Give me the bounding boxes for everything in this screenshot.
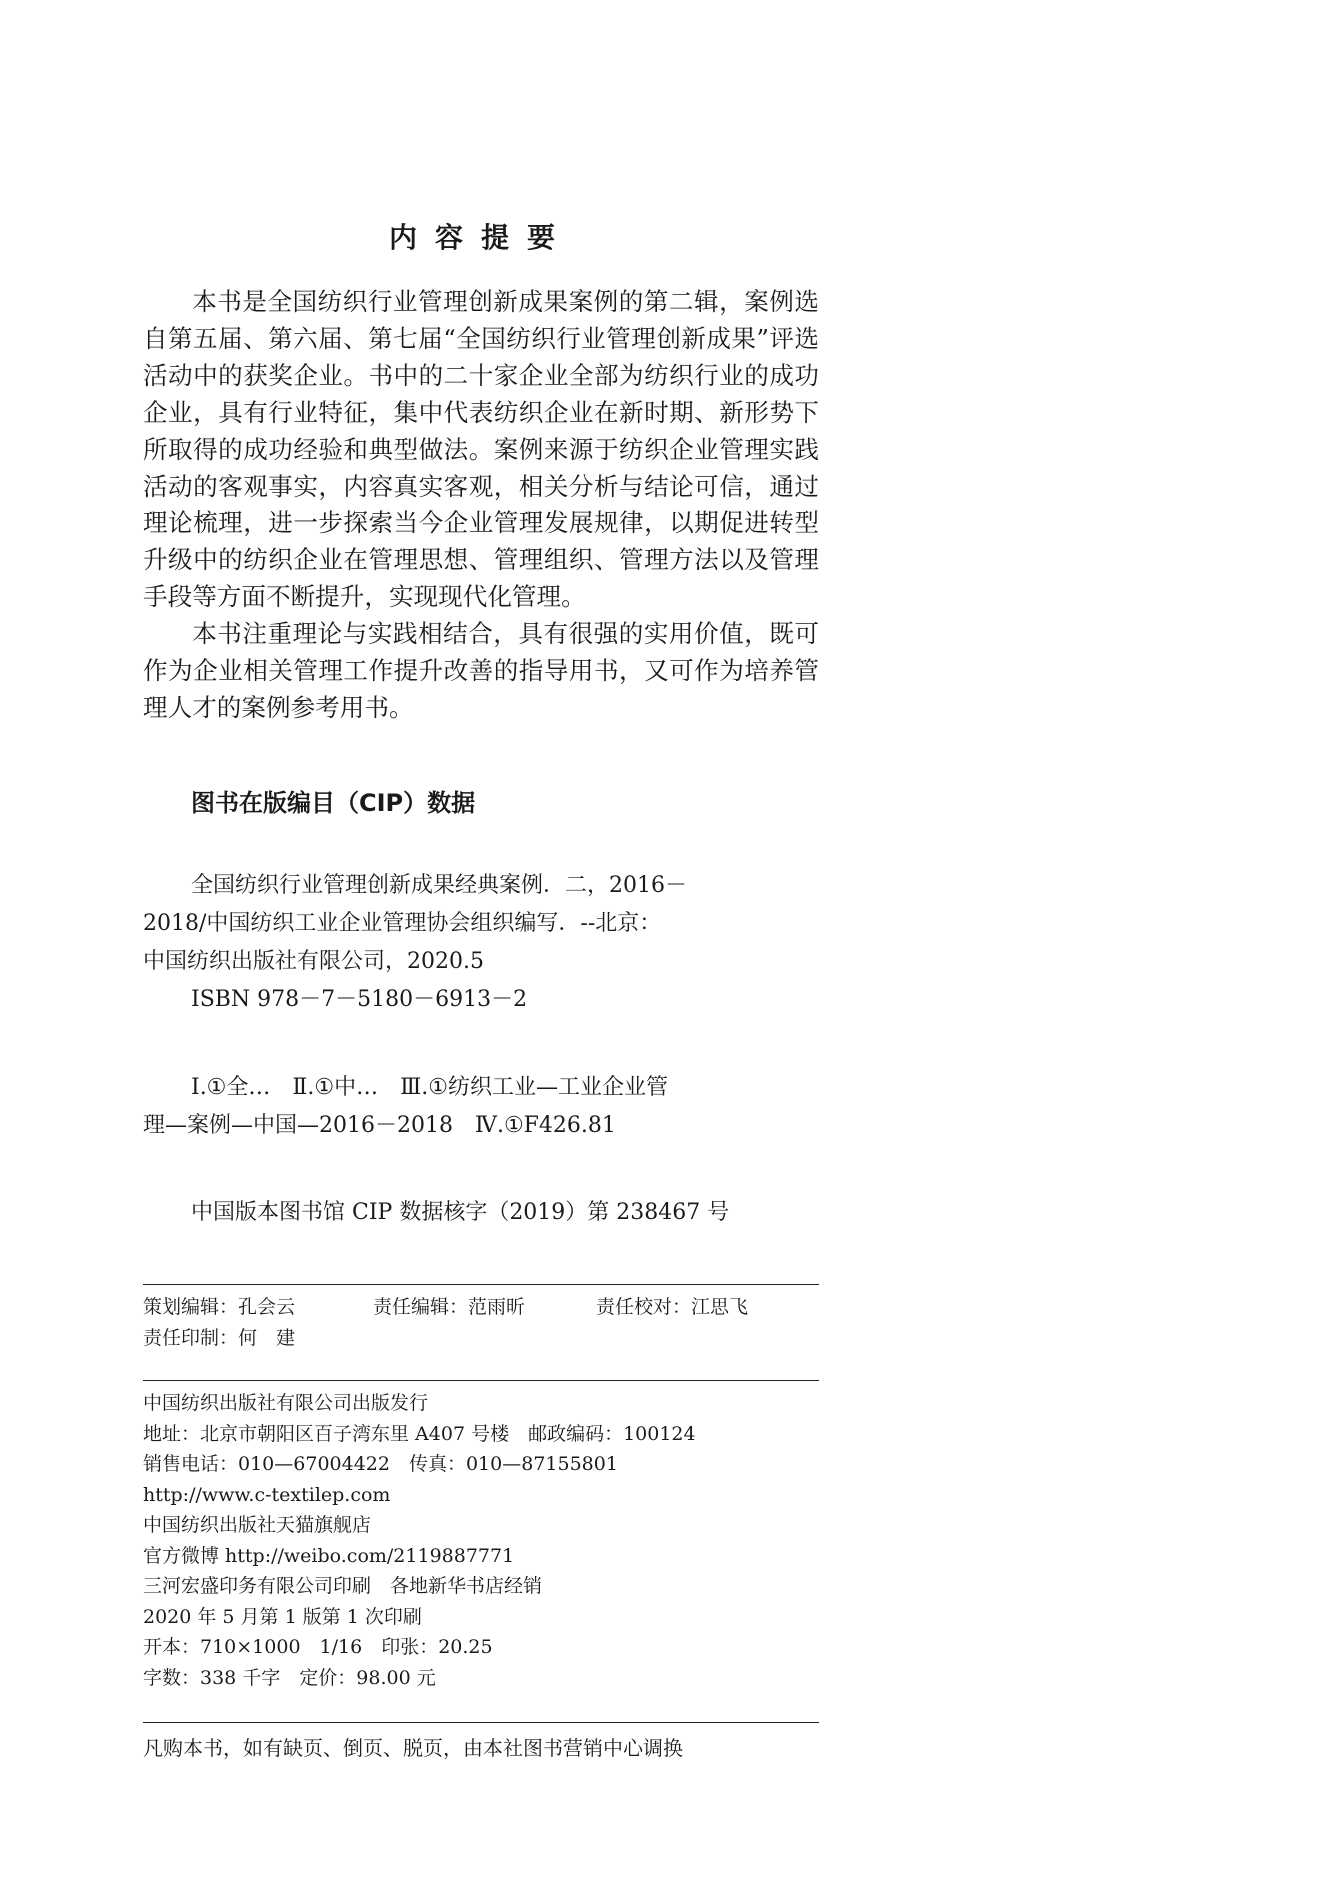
publisher-line: 中国纺织出版社有限公司出版发行	[143, 1392, 429, 1414]
cip-verification-line: 中国版本图书馆 CIP 数据核字（2019）第 238467 号	[191, 1200, 730, 1225]
copyright-page	[143, 0, 819, 1882]
proofreader: 责任校对：江思飞	[596, 1296, 749, 1318]
cip-heading: 图书在版编目（CIP）数据	[191, 789, 476, 817]
credits-row	[143, 1323, 819, 1354]
printing-supervisor: 责任印制：何 建	[143, 1327, 296, 1349]
publisher-website: http://www.c-textilep.com	[143, 1483, 391, 1506]
cip-record	[143, 867, 819, 1019]
credits-row	[143, 1292, 819, 1323]
divider	[143, 1380, 819, 1381]
publisher-info	[143, 1388, 819, 1693]
cip-record-line: 全国纺织行业管理创新成果经典案例．二，2016－	[191, 873, 687, 898]
cip-record-line: 中国纺织出版社有限公司，2020.5	[143, 949, 484, 974]
cip-verification	[143, 1194, 819, 1232]
replacement-notice: 凡购本书，如有缺页、倒页、脱页，由本社图书营销中心调换	[143, 1736, 683, 1760]
cip-isbn: ISBN 978－7－5180－6913－2	[191, 987, 528, 1012]
publisher-phone: 销售电话：010—67004422 传真：010—87155801	[143, 1453, 618, 1475]
responsible-editor: 责任编辑：范雨昕	[373, 1296, 526, 1318]
printer-line: 三河宏盛印务有限公司印刷 各地新华书店经销	[143, 1575, 543, 1597]
summary-paragraph: 本书注重理论与实践相结合，具有很强的实用价值，既可作为企业相关管理工作提升改善的指导用书，又可作为培养管理人才的案例参考用书。	[143, 619, 819, 722]
publisher-address: 地址：北京市朝阳区百子湾东里 A407 号楼 邮政编码：100124	[143, 1422, 696, 1445]
format-line: 开本：710×1000 1/16 印张：20.25	[143, 1636, 493, 1658]
summary-paragraph: 本书是全国纺织行业管理创新成果案例的第二辑，案例选自第五届、第六届、第七届“全国纺织行业管理创新成果”评选活动中的获奖企业。书中的二十家企业全部为纺织行业的成功企业，具有行业特征，集中代表纺织企业在新时期、新形势下所取得的成功经验和典型做法。案例来源于纺织企业管理实践活动的客观事实，内容真实客观，相关分析与结论可信，通过理论梳理，进一步探索当今企业管理发展规律，以期促进转型升级中的纺织企业在管理思想、管理组织、管理方法以及管理手段等方面不断提升，实现现代化管理。	[143, 287, 819, 612]
divider	[143, 1722, 819, 1723]
edition-line: 2020 年 5 月第 1 版第 1 次印刷	[143, 1605, 422, 1628]
summary-text	[143, 284, 819, 727]
editorial-credits	[143, 1292, 819, 1354]
publisher-store: 中国纺织出版社天猫旗舰店	[143, 1514, 372, 1536]
cip-classification-line: Ⅰ.①全… Ⅱ.①中… Ⅲ.①纺织工业—工业企业管	[191, 1075, 669, 1100]
planning-editor: 策划编辑：孔会云	[143, 1296, 296, 1318]
cip-record-line: 2018/中国纺织工业企业管理协会组织编写．--北京：	[143, 911, 662, 936]
cip-classification	[143, 1069, 819, 1145]
price-line: 字数：338 千字 定价：98.00 元	[143, 1666, 436, 1689]
summary-title: 内容提要	[388, 221, 573, 254]
cip-classification-line: 理—案例—中国—2016－2018 Ⅳ.①F426.81	[143, 1113, 616, 1138]
divider	[143, 1284, 819, 1285]
publisher-weibo: 官方微博 http://weibo.com/2119887771	[143, 1544, 515, 1567]
